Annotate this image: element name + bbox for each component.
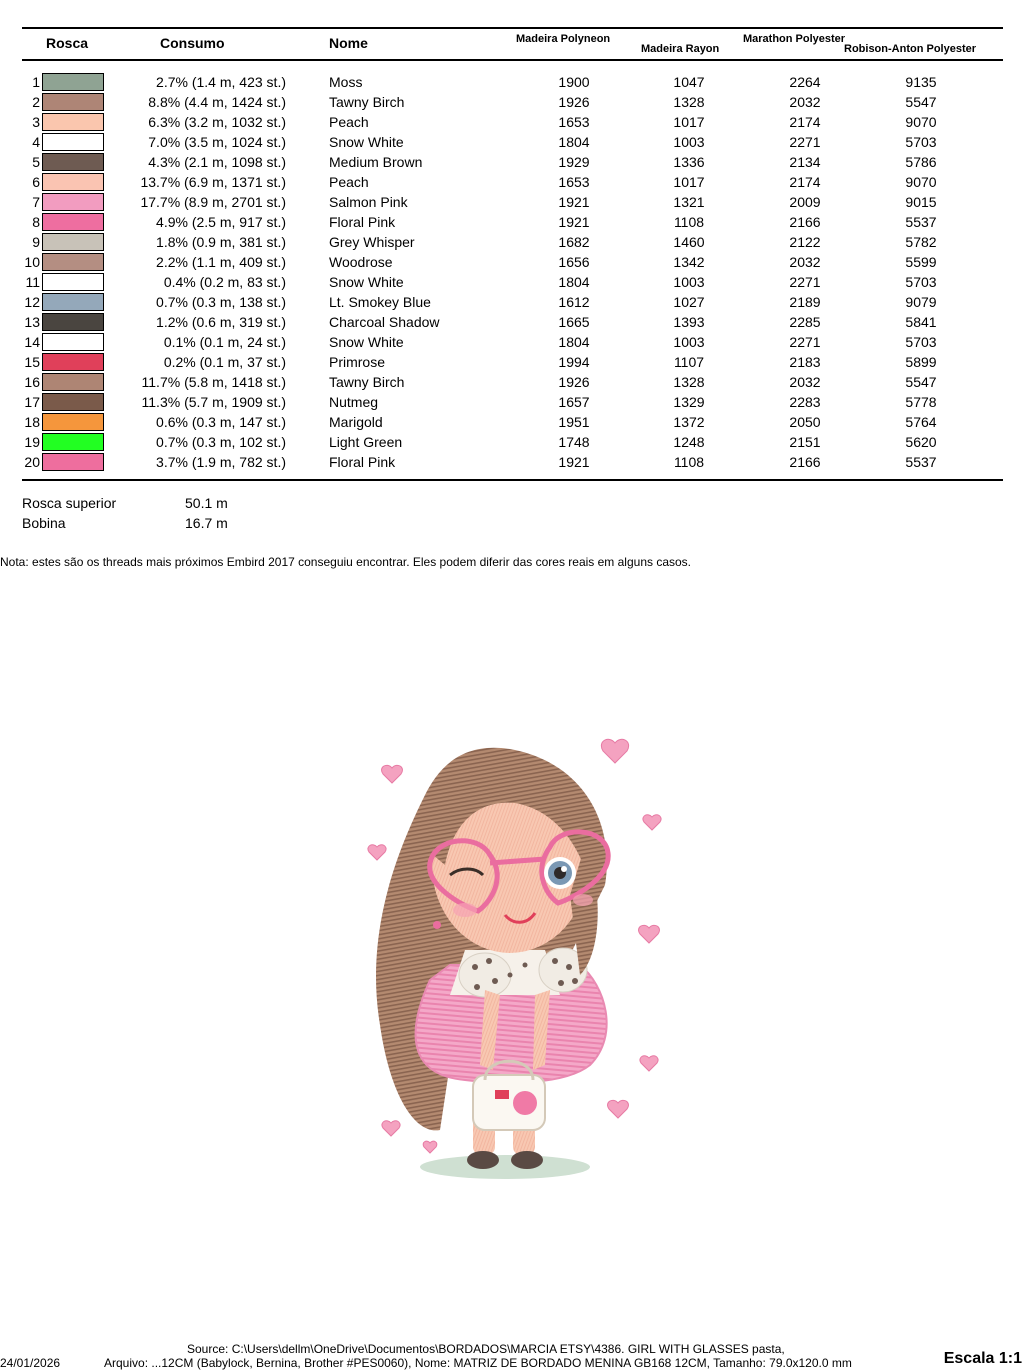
- thread-number: 7: [32, 194, 40, 210]
- madeira-polyneon-code: 1921: [558, 454, 590, 470]
- thread-number: 11: [25, 274, 40, 290]
- thread-number: 9: [32, 234, 40, 250]
- marathon-polyester-code: 2009: [789, 194, 821, 210]
- table-row: [0, 392, 1024, 412]
- robison-anton-code: 9135: [905, 74, 937, 90]
- marathon-polyester-code: 2264: [789, 74, 821, 90]
- madeira-rayon-code: 1342: [673, 254, 705, 270]
- scale-label: Escala 1:1: [943, 1350, 1022, 1367]
- madeira-rayon-code: 1027: [673, 294, 705, 310]
- table-row: [0, 72, 1024, 92]
- color-swatch: [42, 173, 104, 191]
- thread-number: 20: [24, 454, 40, 470]
- thread-consumption: 3.7% (1.9 m, 782 st.): [156, 454, 286, 470]
- robison-anton-code: 5537: [905, 454, 937, 470]
- table-row: [0, 272, 1024, 292]
- thread-name: Woodrose: [329, 254, 393, 270]
- table-row: [0, 252, 1024, 272]
- madeira-polyneon-code: 1921: [558, 194, 590, 210]
- madeira-polyneon-code: 1926: [558, 94, 590, 110]
- robison-anton-code: 5778: [905, 394, 937, 410]
- robison-anton-code: 5620: [905, 434, 937, 450]
- thread-consumption: 4.9% (2.5 m, 917 st.): [156, 214, 286, 230]
- marathon-polyester-code: 2134: [789, 154, 821, 170]
- madeira-polyneon-code: 1657: [558, 394, 590, 410]
- robison-anton-code: 5786: [905, 154, 937, 170]
- thread-number: 14: [24, 334, 40, 350]
- thread-name: Marigold: [329, 414, 383, 430]
- table-row: [0, 412, 1024, 432]
- robison-anton-code: 5764: [905, 414, 937, 430]
- thread-number: 4: [32, 134, 40, 150]
- thread-name: Peach: [329, 174, 369, 190]
- thread-number: 8: [32, 214, 40, 230]
- robison-anton-code: 5782: [905, 234, 937, 250]
- color-swatch: [42, 133, 104, 151]
- bobbin-value: 16.7 m: [185, 515, 228, 531]
- madeira-rayon-code: 1248: [673, 434, 705, 450]
- thread-consumption: 0.7% (0.3 m, 102 st.): [156, 434, 286, 450]
- marathon-polyester-code: 2032: [789, 94, 821, 110]
- thread-name: Charcoal Shadow: [329, 314, 440, 330]
- header-marathon-polyester: Marathon Polyester: [743, 33, 846, 45]
- marathon-polyester-code: 2189: [789, 294, 821, 310]
- robison-anton-code: 5841: [905, 314, 937, 330]
- footer-source: Source: C:\Users\dellm\OneDrive\Documentos\BORDADOS\MARCIA ETSY\4386. GIRL WITH GLASSES pasta,: [187, 1342, 785, 1356]
- madeira-rayon-code: 1321: [673, 194, 705, 210]
- robison-anton-code: 9070: [905, 174, 937, 190]
- madeira-polyneon-code: 1929: [558, 154, 590, 170]
- madeira-rayon-code: 1336: [673, 154, 705, 170]
- marathon-polyester-code: 2166: [789, 454, 821, 470]
- color-swatch: [42, 253, 104, 271]
- header-nome: Nome: [329, 35, 368, 51]
- table-row: [0, 332, 1024, 352]
- madeira-polyneon-code: 1656: [558, 254, 590, 270]
- madeira-polyneon-code: 1653: [558, 174, 590, 190]
- thread-consumption: 11.7% (5.8 m, 1418 st.): [141, 374, 286, 390]
- thread-name: Primrose: [329, 354, 386, 370]
- thread-number: 17: [24, 394, 40, 410]
- thread-name: Tawny Birch: [329, 94, 405, 110]
- madeira-rayon-code: 1372: [673, 414, 705, 430]
- header-madeira-polyneon: Madeira Polyneon: [516, 33, 611, 45]
- madeira-polyneon-code: 1612: [558, 294, 590, 310]
- thread-number: 13: [24, 314, 40, 330]
- color-swatch: [42, 113, 104, 131]
- top-thread-value: 50.1 m: [185, 495, 228, 511]
- madeira-rayon-code: 1107: [673, 354, 705, 370]
- madeira-rayon-code: 1017: [673, 174, 705, 190]
- robison-anton-code: 5703: [905, 274, 937, 290]
- robison-anton-code: 5547: [905, 94, 937, 110]
- marathon-polyester-code: 2283: [789, 394, 821, 410]
- color-swatch: [42, 333, 104, 351]
- color-swatch: [42, 353, 104, 371]
- header-bottom-rule: [22, 59, 1003, 61]
- thread-name: Snow White: [329, 334, 404, 350]
- madeira-rayon-code: 1003: [673, 134, 705, 150]
- madeira-polyneon-code: 1951: [558, 414, 590, 430]
- thread-name: Salmon Pink: [329, 194, 408, 210]
- table-row: [0, 352, 1024, 372]
- robison-anton-code: 5537: [905, 214, 937, 230]
- robison-anton-code: 5899: [905, 354, 937, 370]
- madeira-rayon-code: 1047: [673, 74, 705, 90]
- footer-date: 24/01/2026: [0, 1356, 61, 1370]
- madeira-rayon-code: 1017: [673, 114, 705, 130]
- marathon-polyester-code: 2174: [789, 174, 821, 190]
- color-note: Nota: estes são os threads mais próximos Embird 2017 conseguiu encontrar. Eles podem diferir das cores reais em alguns casos.: [0, 555, 692, 569]
- thread-number: 19: [24, 434, 40, 450]
- madeira-rayon-code: 1108: [673, 214, 705, 230]
- marathon-polyester-code: 2032: [789, 254, 821, 270]
- madeira-polyneon-code: 1665: [558, 314, 590, 330]
- top-thread-label: Rosca superior: [22, 495, 117, 511]
- color-swatch: [42, 233, 104, 251]
- marathon-polyester-code: 2050: [789, 414, 821, 430]
- color-swatch: [42, 373, 104, 391]
- thread-consumption: 0.6% (0.3 m, 147 st.): [156, 414, 286, 430]
- color-swatch: [42, 393, 104, 411]
- bobbin-label: Bobina: [22, 515, 66, 531]
- madeira-polyneon-code: 1804: [558, 134, 590, 150]
- thread-consumption: 0.2% (0.1 m, 37 st.): [163, 354, 286, 370]
- thread-name: Floral Pink: [329, 454, 396, 470]
- madeira-rayon-code: 1460: [673, 234, 705, 250]
- header-rosca: Rosca: [46, 35, 89, 51]
- thread-number: 16: [24, 374, 40, 390]
- thread-number: 12: [24, 294, 40, 310]
- thread-name: Lt. Smokey Blue: [329, 294, 431, 310]
- header-madeira-rayon: Madeira Rayon: [641, 43, 720, 55]
- marathon-polyester-code: 2166: [789, 214, 821, 230]
- color-swatch: [42, 93, 104, 111]
- thread-consumption: 11.3% (5.7 m, 1909 st.): [141, 394, 286, 410]
- thread-name: Nutmeg: [329, 394, 379, 410]
- header-consumo: Consumo: [160, 35, 225, 51]
- robison-anton-code: 5599: [905, 254, 937, 270]
- thread-number: 2: [32, 94, 40, 110]
- thread-number: 6: [32, 174, 40, 190]
- color-swatch: [42, 213, 104, 231]
- thread-number: 3: [32, 114, 40, 130]
- thread-number: 1: [32, 74, 40, 90]
- table-row: [0, 152, 1024, 172]
- thread-consumption: 2.2% (1.1 m, 409 st.): [156, 254, 286, 270]
- madeira-rayon-code: 1003: [673, 334, 705, 350]
- madeira-polyneon-code: 1994: [558, 354, 590, 370]
- thread-number: 15: [24, 354, 40, 370]
- madeira-rayon-code: 1329: [673, 394, 705, 410]
- color-swatch: [42, 193, 104, 211]
- madeira-polyneon-code: 1921: [558, 214, 590, 230]
- madeira-polyneon-code: 1926: [558, 374, 590, 390]
- thread-consumption: 4.3% (2.1 m, 1098 st.): [148, 154, 286, 170]
- robison-anton-code: 5703: [905, 134, 937, 150]
- color-swatch: [42, 293, 104, 311]
- table-row: [0, 172, 1024, 192]
- table-row: [0, 212, 1024, 232]
- marathon-polyester-code: 2032: [789, 374, 821, 390]
- color-swatch: [42, 453, 104, 471]
- robison-anton-code: 9070: [905, 114, 937, 130]
- robison-anton-code: 5547: [905, 374, 937, 390]
- table-row: [0, 232, 1024, 252]
- thread-name: Peach: [329, 114, 369, 130]
- thread-consumption: 0.4% (0.2 m, 83 st.): [163, 274, 286, 290]
- color-swatch: [42, 273, 104, 291]
- marathon-polyester-code: 2174: [789, 114, 821, 130]
- table-row: [0, 292, 1024, 312]
- marathon-polyester-code: 2122: [789, 234, 821, 250]
- madeira-polyneon-code: 1900: [558, 74, 590, 90]
- thread-consumption: 6.3% (3.2 m, 1032 st.): [148, 114, 286, 130]
- table-bottom-rule: [22, 479, 1003, 481]
- table-row: [0, 92, 1024, 112]
- madeira-rayon-code: 1393: [673, 314, 705, 330]
- thread-consumption: 1.8% (0.9 m, 381 st.): [156, 234, 286, 250]
- robison-anton-code: 5703: [905, 334, 937, 350]
- thread-name: Tawny Birch: [329, 374, 405, 390]
- thread-consumption: 0.7% (0.3 m, 138 st.): [156, 294, 286, 310]
- header-robison-anton-polyester: Robison-Anton Polyester: [844, 43, 977, 55]
- thread-consumption: 13.7% (6.9 m, 1371 st.): [140, 174, 286, 190]
- thread-name: Light Green: [329, 434, 403, 450]
- thread-number: 18: [24, 414, 40, 430]
- madeira-rayon-code: 1328: [673, 94, 705, 110]
- thread-name: Medium Brown: [329, 154, 423, 170]
- thread-number: 10: [24, 254, 40, 270]
- thread-consumption: 8.8% (4.4 m, 1424 st.): [148, 94, 286, 110]
- table-row: [0, 132, 1024, 152]
- marathon-polyester-code: 2271: [789, 334, 821, 350]
- marathon-polyester-code: 2151: [789, 434, 821, 450]
- color-swatch: [42, 313, 104, 331]
- madeira-polyneon-code: 1804: [558, 274, 590, 290]
- madeira-rayon-code: 1328: [673, 374, 705, 390]
- thread-consumption: 17.7% (8.9 m, 2701 st.): [140, 194, 286, 210]
- table-row: [0, 312, 1024, 332]
- thread-consumption: 7.0% (3.5 m, 1024 st.): [148, 134, 286, 150]
- table-row: [0, 452, 1024, 472]
- thread-consumption: 2.7% (1.4 m, 423 st.): [156, 74, 286, 90]
- thread-name: Moss: [329, 74, 363, 90]
- color-swatch: [42, 73, 104, 91]
- color-swatch: [42, 413, 104, 431]
- robison-anton-code: 9015: [905, 194, 937, 210]
- color-swatch: [42, 153, 104, 171]
- table-row: [0, 192, 1024, 212]
- madeira-polyneon-code: 1748: [558, 434, 590, 450]
- thread-consumption: 1.2% (0.6 m, 319 st.): [156, 314, 286, 330]
- madeira-rayon-code: 1003: [673, 274, 705, 290]
- robison-anton-code: 9079: [905, 294, 937, 310]
- marathon-polyester-code: 2271: [789, 274, 821, 290]
- table-row: [0, 112, 1024, 132]
- marathon-polyester-code: 2285: [789, 314, 821, 330]
- thread-name: Snow White: [329, 134, 404, 150]
- footer-file-info: Arquivo: ...12CM (Babylock, Bernina, Brother #PES0060), Nome: MATRIZ DE BORDADO MENINA GB168 12CM, Tamanho: 79.0x120.0 mm: [104, 1356, 852, 1370]
- thread-consumption: 0.1% (0.1 m, 24 st.): [163, 334, 286, 350]
- marathon-polyester-code: 2183: [789, 354, 821, 370]
- madeira-polyneon-code: 1682: [558, 234, 590, 250]
- madeira-polyneon-code: 1804: [558, 334, 590, 350]
- madeira-polyneon-code: 1653: [558, 114, 590, 130]
- thread-name: Grey Whisper: [329, 234, 415, 250]
- thread-name: Floral Pink: [329, 214, 396, 230]
- table-row: [0, 432, 1024, 452]
- embroidery-design-preview: [355, 735, 675, 1195]
- header-top-rule: [22, 27, 1003, 29]
- marathon-polyester-code: 2271: [789, 134, 821, 150]
- madeira-rayon-code: 1108: [673, 454, 705, 470]
- thread-number: 5: [32, 154, 40, 170]
- table-row: [0, 372, 1024, 392]
- color-swatch: [42, 433, 104, 451]
- thread-name: Snow White: [329, 274, 404, 290]
